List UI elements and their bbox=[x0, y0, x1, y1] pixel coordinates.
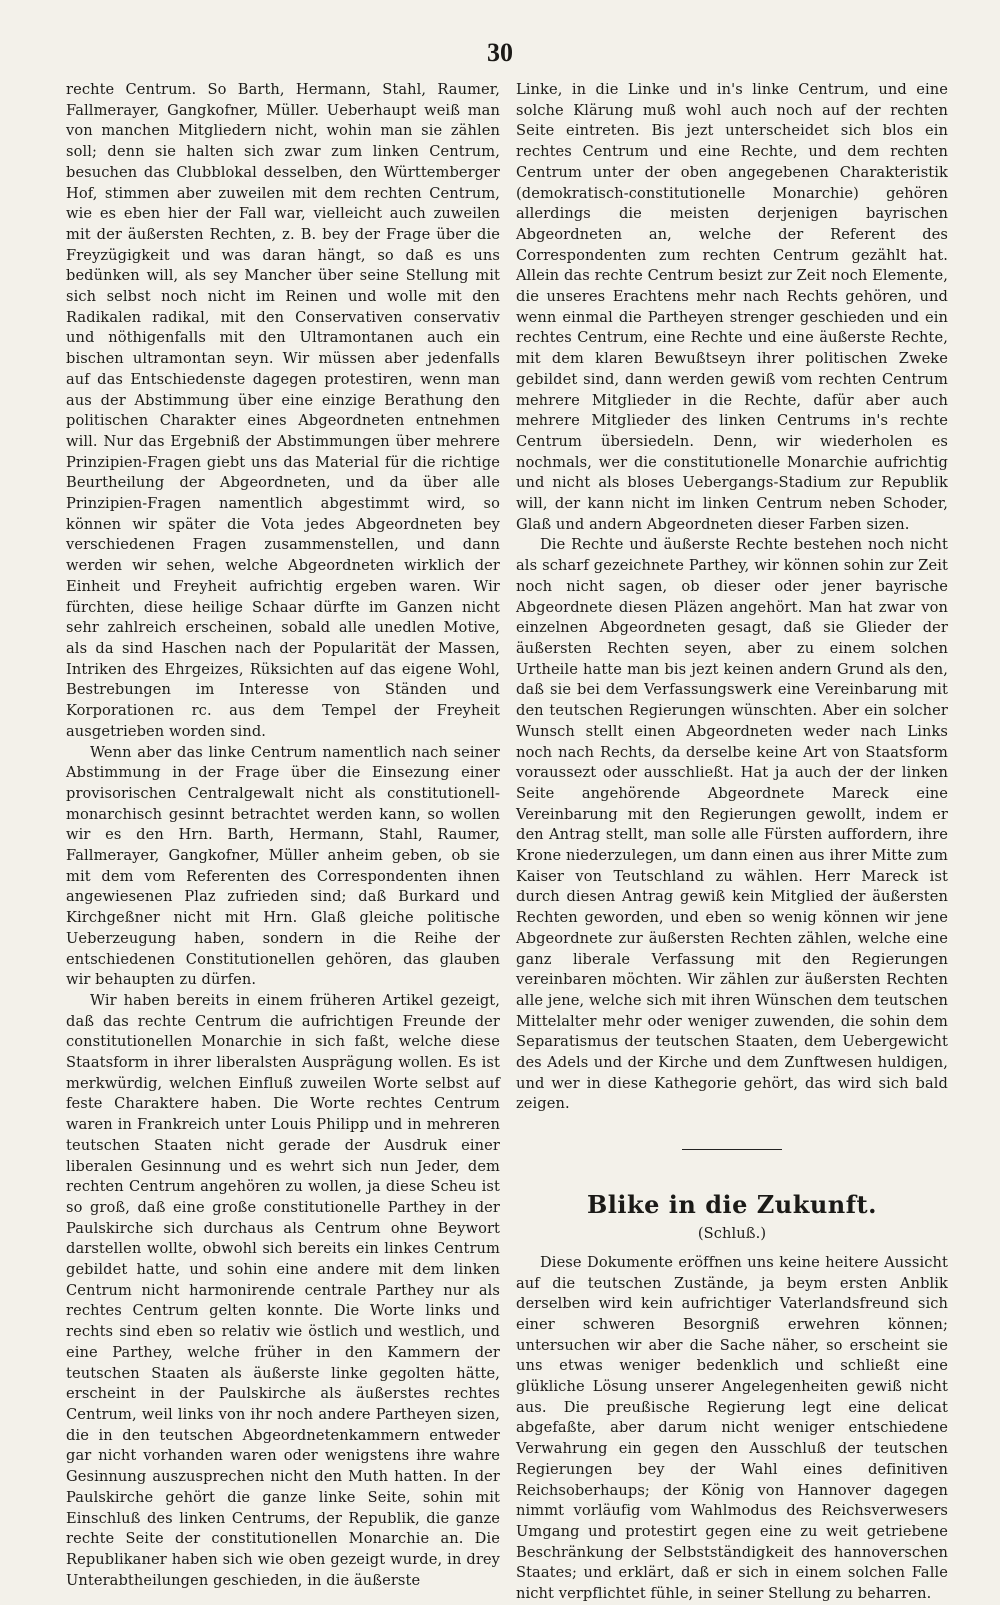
left-column bbox=[66, 80, 500, 1591]
body-paragraph: Wir haben bereits in einem früheren Artikel gezeigt, daß das rechte Centrum die aufrichtigen Freunde der constitutionellen Monarchie in sich faßt, welche diese Staatsform in ihrer liberalsten Ausprägung wollen. Es ist merkwürdig, welchen Einfluß zuweilen Worte selbst auf feste Charaktere haben. Die Worte rechtes Centrum waren in Frankreich unter Louis Philipp und in mehreren teutschen Staaten nicht gerade der Ausdruk einer liberalen Gesinnung und es wehrt sich nun Jeder, dem rechten Centrum angehören zu wollen, ja diese Scheu ist so groß, daß eine große constitutionelle Parthey in der Paulskirche sich durchaus als Centrum ohne Beywort darstellen wollte, obwohl sich bereits ein linkes Centrum gebildet hatte, und sohin eine andere mit dem linken Centrum nicht harmonirende centrale Parthey nur als rechtes Centrum gelten konnte. Die Worte links und rechts sind eben so relativ wie östlich und westlich, und eine Parthey, welche früher in den Kammern der teutschen Staaten als äußerste linke gegolten hätte, erscheint in der Paulskirche als äußerstes rechtes Centrum, weil links von ihr noch andere Partheyen sizen, die in den teutschen Abgeordnetenkammern entweder gar nicht vorhanden waren oder wenigstens ihre wahre Gesinnung auszusprechen nicht den Muth hatten. In der Paulskirche gehört die ganze linke Seite, sohin mit Einschluß des linken Centrums, der Republik, die ganze rechte Seite der constitutionellen Monarchie an. Die Republikaner haben sich wie oben gezeigt wurde, in drey Unterabtheilungen geschieden, in die äußerste bbox=[66, 991, 500, 1589]
right-column bbox=[516, 80, 948, 1605]
article-subtitle: (Schluß.) bbox=[697, 1225, 767, 1243]
article-title: Blike in die Zukunft. bbox=[587, 1190, 877, 1220]
page-number: 30 bbox=[487, 38, 513, 67]
section-divider bbox=[682, 1149, 782, 1150]
body-paragraph: Die Rechte und äußerste Rechte bestehen noch nicht als scharf gezeichnete Parthey, wir können sohin zur Zeit noch nicht sagen, ob dieser oder jener bayrische Abgeordnete diesen Pläzen angehört. Man hat zwar von einzelnen Abgeordneten gesagt, daß sie Glieder der äußersten Rechten seyen, aber zu einem solchen Urtheile hatte man bis jezt keinen andern Grund als den, daß sie bei dem Verfassungswerk eine Vereinbarung mit den teutschen Regierungen wünschten. Aber ein solcher Wunsch stellt einen Abgeordneten weder nach Links noch nach Rechts, da derselbe keine Art von Staatsform voraussezt oder ausschließt. Hat ja auch der der linken Seite angehörende Abgeordnete Mareck eine Vereinbarung mit den Regierungen gewollt, indem er den Antrag stellt, man solle alle Fürsten auffordern, ihre Krone niederzulegen, um dann einen aus ihrer Mitte zum Kaiser von Teutschland zu wählen. Herr Mareck ist durch diesen Antrag gewiß kein Mitglied der äußersten Rechten geworden, und eben so wenig können wir jene Abgeordnete zur äußersten Rechten zählen, welche eine ganz liberale Verfassung mit den Regierungen vereinbaren möchten. Wir zählen zur äußersten Rechten alle jene, welche sich mit ihren Wünschen dem teutschen Mittelalter mehr oder weniger zuwenden, die sohin dem Separatismus der teutschen Staaten, dem Uebergewicht des Adels und der Kirche und dem Zunftwesen huldigen, und wer in diese Kathegorie gehört, das wird sich bald zeigen. bbox=[516, 536, 948, 1113]
body-paragraph: Linke, in die Linke und in's linke Centrum, und eine solche Klärung muß wohl auch noch auf der rechten Seite eintreten. Bis jezt unterscheidet sich blos ein rechtes Centrum und eine Rechte, und dem rechten Centrum unter der oben angegebenen Charakteristik (demokratisch-constitutionelle Monarchie) gehören allerdings die meisten derjenigen bayrischen Abgeordneten an, welche der Referent des Correspondenten zum rechten Centrum gezählt hat. Allein das rechte Centrum besizt zur Zeit noch Elemente, die unseres Erachtens mehr nach Rechts gehören, und wenn einmal die Partheyen strenger geschieden und ein rechtes Centrum, eine Rechte und eine äußerste Rechte, mit dem klaren Bewußtseyn ihrer politischen Zweke gebildet sind, dann werden gewiß vom rechten Centrum mehrere Mitglieder in die Rechte, dafür aber auch mehrere Mitglieder des linken Centrums in's rechte Centrum übersiedeln. Denn, wir wiederholen es nochmals, wer die constitutionelle Monarchie aufrichtig und nicht als bloses Uebergangs-Stadium zur Republik will, der kann nicht im linken Centrum neben Schoder, Glaß und andern Abgeordneten dieser Farben sizen. bbox=[516, 81, 948, 533]
article-paragraph: Diese Dokumente eröffnen uns keine heitere Aussicht auf die teutschen Zustände, ja beym ersten Anblik derselben wird kein aufrichtiger Vaterlandsfreund sich einer schweren Besorgniß erwehren können; untersuchen wir aber die Sache näher, so erscheint sie uns etwas weniger bedenklich und schließt eine glükliche Lösung unserer Angelegenheiten gewiß nicht aus. Die preußische Regierung legt eine delicat abgefaßte, aber darum nicht weniger entschiedene Verwahrung ein gegen den Ausschluß der teutschen Regierungen bey der Wahl eines definitiven Reichsoberhaups; der König von Hannover dagegen nimmt vorläufig vom Wahlmodus des Reichsverwesers Umgang und protestirt gegen eine zu weit getriebene Beschränkung der Selbstständigkeit des hannoverschen Staates; und erklärt, daß er sich in einem solchen Falle nicht verpflichtet fühle, in seiner Stellung zu beharren. bbox=[516, 1253, 948, 1603]
body-paragraph: Wenn aber das linke Centrum namentlich nach seiner Abstimmung in der Frage über die Einsezung einer provisorischen Centralgewalt nicht als constitutionell-monarchisch gesinnt betrachtet werden kann, so wollen wir es den Hrn. Barth, Hermann, Stahl, Raumer, Fallmerayer, Gangkofner, Müller anheim geben, ob sie mit dem vom Referenten des Correspondenten ihnen angewiesenen Plaz zufrieden sind; daß Burkard und Kirchgeßner nicht mit Hrn. Glaß gleiche politische Ueberzeugung haben, sondern in die Reihe der entschiedenen Constitutionellen gehören, das glauben wir behaupten zu dürfen. bbox=[66, 743, 500, 989]
body-paragraph: rechte Centrum. So Barth, Hermann, Stahl, Raumer, Fallmerayer, Gangkofner, Müller. Ueberhaupt weiß man von manchen Mitgliedern nicht, wohin man sie zählen soll; denn sie halten sich zwar zum linken Centrum, besuchen das Clubblokal desselben, den Württemberger Hof, stimmen aber zuweilen mit dem rechten Centrum, wie es eben hier der Fall war, vielleicht auch zuweilen mit der äußersten Rechten, z. B. bey der Frage über die Freyzügigkeit und was daran hängt, so daß es uns bedünken will, als sey Mancher über seine Stellung mit sich selbst noch nicht im Reinen und wolle mit den Radikalen radikal, mit den Conservativen conservativ und nöthigenfalls mit den Ultramontanen auch ein bischen ultramontan seyn. Wir müssen aber jedenfalls auf das Entschiedenste dagegen protestiren, wenn man aus der Abstimmung über eine einzige Berathung den politischen Charakter eines Abgeordneten entnehmen will. Nur das Ergebniß der Abstimmungen über mehrere Prinzipien-Fragen giebt uns das Material für die richtige Beurtheilung der Abgeordneten, und da über alle Prinzipien-Fragen namentlich abgestimmt wird, so können wir später die Vota jedes Abgeordneten bey verschiedenen Fragen zusammenstellen, und dann werden wir sehen, welche Abgeordneten wirklich der Einheit und Freyheit aufrichtig ergeben waren. Wir fürchten, diese heilige Schaar dürfte im Ganzen nicht sehr zahlreich erscheinen, sobald alle unedlen Motive, als da sind Haschen nach der Popularität der Massen, Intriken des Ehrgeizes, Rüksichten auf das eigene Wohl, Bestrebungen im Interesse von Ständen und Korporationen rc. aus dem Tempel der Freyheit ausgetrieben worden sind. bbox=[66, 81, 500, 740]
